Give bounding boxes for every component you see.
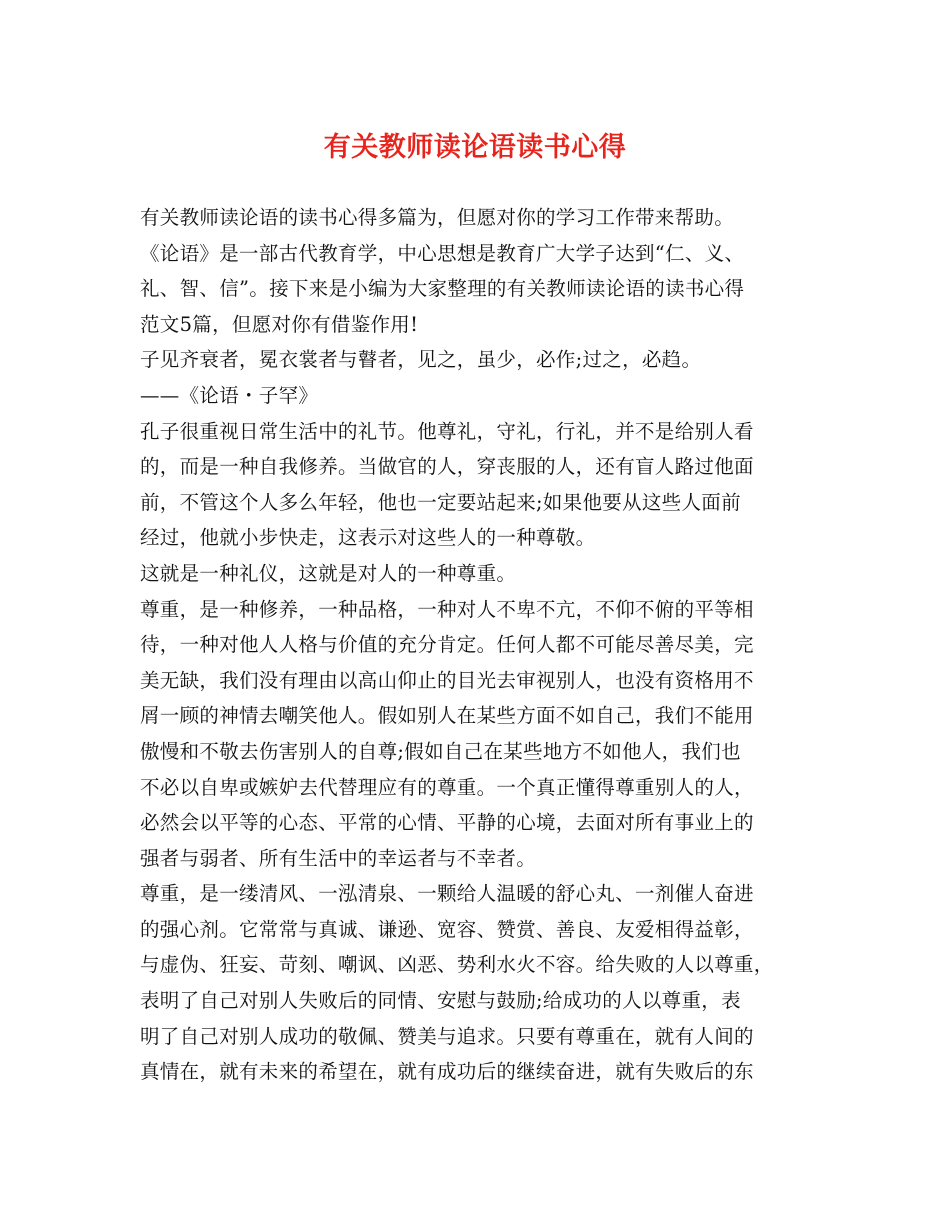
body-line: 有关教师读论语的读书心得多篇为，但愿对你的学习工作带来帮助。 <box>140 206 735 229</box>
body-line: 明了自己对别人成功的敬佩、赞美与追求。只要有尊重在，就有人间的 <box>140 1024 754 1048</box>
body-line: 子见齐衰者，冕衣裳者与瞽者，见之，虽少，必作;过之，必趋。 <box>140 348 702 372</box>
body-line: 表明了自己对别人失败后的同情、安慰与鼓励;给成功的人以尊重，表 <box>140 989 741 1013</box>
body-line: 美无缺，我们没有理由以高山仰止的目光去审视别人，也没有资格用不 <box>140 668 754 692</box>
body-line: 经过，他就小步快走，这表示对这些人的一种尊敬。 <box>140 526 596 550</box>
body-line: 强者与弱者、所有生活中的幸运者与不幸者。 <box>140 846 537 870</box>
body-line: 尊重，是一缕清风、一泓清泉、一颗给人温暖的舒心丸、一剂催人奋进 <box>140 882 754 906</box>
body-line: 这就是一种礼仪，这就是对人的一种尊重。 <box>140 561 517 585</box>
body-line: 不必以自卑或嫉妒去代替理应有的尊重。一个真正懂得尊重别人的人， <box>140 775 754 799</box>
document-title: 有关教师读论语读书心得 <box>323 132 627 163</box>
body-line: 待，一种对他人人格与价值的充分肯定。任何人都不可能尽善尽美，完 <box>140 633 754 657</box>
body-line: 尊重，是一种修养，一种品格，一种对人不卑不亢，不仰不俯的平等相 <box>140 597 754 621</box>
body-line: 《论语》是一部古代教育学，中心思想是教育广大学子达到“仁、义、 <box>140 241 745 265</box>
body-line: 必然会以平等的心态、平常的心情、平静的心境，去面对所有事业上的 <box>140 811 754 835</box>
body-line: 的强心剂。它常常与真诚、谦逊、宽容、赞赏、善良、友爱相得益彰， <box>140 917 754 941</box>
body-line: 傲慢和不敬去伤害别人的自尊;假如自己在某些地方不如他人，我们也 <box>140 739 741 763</box>
body-line: 真情在，就有未来的希望在，就有成功后的继续奋进，就有失败后的东 <box>140 1060 754 1084</box>
body-line: 与虚伪、狂妄、苛刻、嘲讽、凶恶、势利水火不容。给失败的人以尊重， <box>140 953 774 977</box>
body-line: 前，不管这个人多么年轻，他也一定要站起来;如果他要从这些人面前 <box>140 490 741 514</box>
body-line: 孔子很重视日常生活中的礼节。他尊礼，守礼，行礼，并不是给别人看 <box>140 419 754 443</box>
body-line: 礼、智、信”。接下来是小编为大家整理的有关教师读论语的读书心得 <box>140 277 745 301</box>
body-line: 范文5篇，但愿对你有借鉴作用! <box>140 312 419 336</box>
document-body <box>140 200 820 1090</box>
body-line: 屑一顾的神情去嘲笑他人。假如别人在某些方面不如自己，我们不能用 <box>140 704 754 728</box>
body-line: ——《论语・子罕》 <box>140 383 319 407</box>
body-line: 的，而是一种自我修养。当做官的人，穿丧服的人，还有盲人路过他面 <box>140 455 754 479</box>
